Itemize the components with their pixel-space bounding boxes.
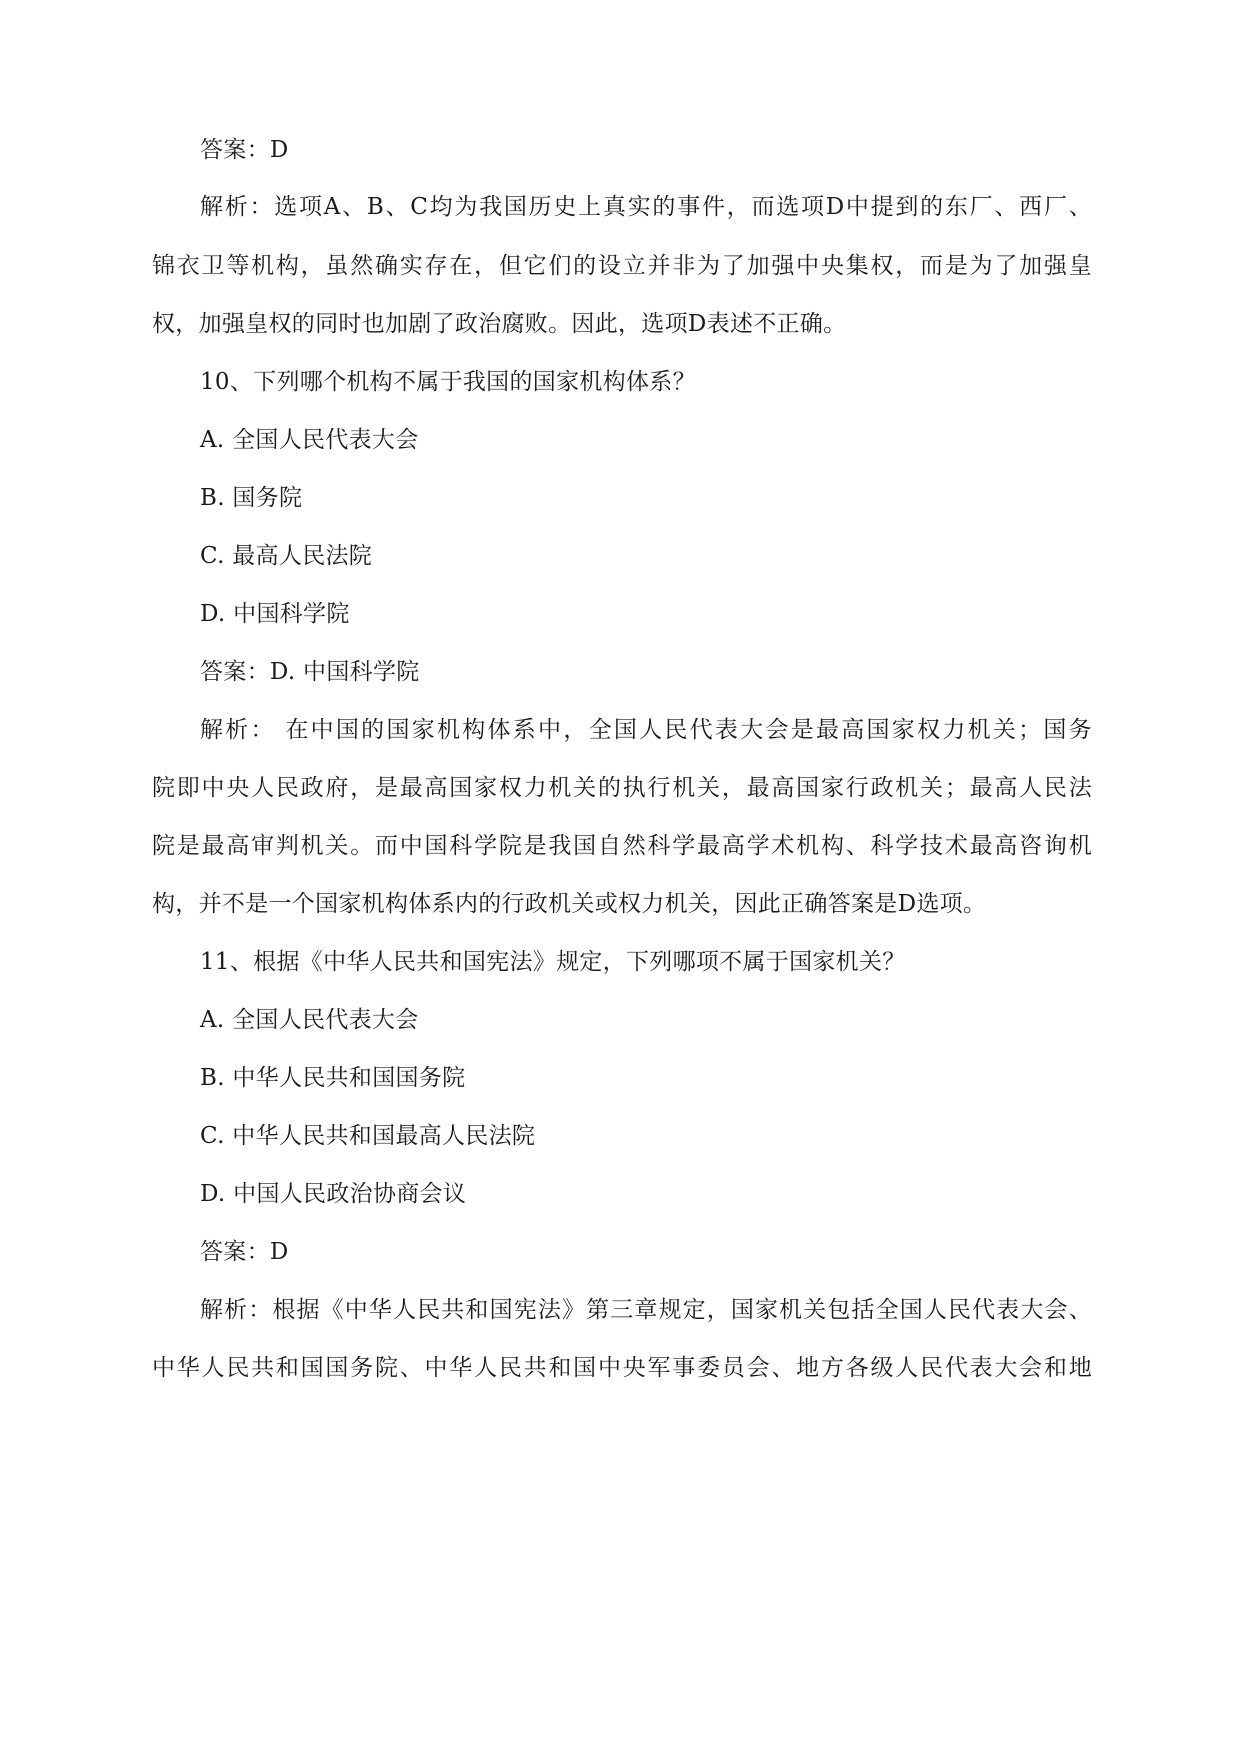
q11-question: 11、根据《中华人民共和国宪法》规定，下列哪项不属于国家机关？: [200, 949, 906, 975]
q10-option-c: C. 最高人民法院: [200, 543, 373, 569]
q11-analysis-line-1: 解析：根据《中华人民共和国宪法》第三章规定，国家机关包括全国人民代表大会、: [200, 1297, 1092, 1323]
q9-answer: 答案：D: [200, 137, 289, 163]
q11-option-d: D. 中国人民政治协商会议: [200, 1181, 467, 1207]
q11-option-b: B. 中华人民共和国国务院: [200, 1065, 466, 1091]
q9-analysis-line-1: 解析：选项A、B、C均为我国历史上真实的事件，而选项D中提到的东厂、西厂、: [200, 194, 1092, 220]
q11-analysis-line-2: 中华人民共和国国务院、中华人民共和国中央军事委员会、地方各级人民代表大会和地: [152, 1355, 1092, 1381]
q10-analysis-line-1: 解析： 在中国的国家机构体系中，全国人民代表大会是最高国家权力机关；国务: [200, 717, 1092, 743]
q10-answer: 答案：D. 中国科学院: [200, 659, 420, 685]
q10-option-b: B. 国务院: [200, 485, 303, 511]
q10-analysis-line-4: 构，并不是一个国家机构体系内的行政机关或权力机关，因此正确答案是D选项。: [152, 891, 987, 917]
q9-analysis-line-2: 锦衣卫等机构，虽然确实存在，但它们的设立并非为了加强中央集权，而是为了加强皇: [152, 253, 1092, 279]
q11-option-a: A. 全国人民代表大会: [200, 1007, 419, 1033]
q11-answer: 答案：D: [200, 1239, 289, 1265]
q10-analysis-line-2: 院即中央人民政府，是最高国家权力机关的执行机关，最高国家行政机关；最高人民法: [152, 775, 1092, 801]
q10-analysis-line-3: 院是最高审判机关。而中国科学院是我国自然科学最高学术机构、科学技术最高咨询机: [152, 833, 1092, 859]
q9-analysis-line-3: 权，加强皇权的同时也加剧了政治腐败。因此，选项D表述不正确。: [152, 311, 847, 337]
q11-option-c: C. 中华人民共和国最高人民法院: [200, 1123, 536, 1149]
q10-option-d: D. 中国科学院: [200, 601, 350, 627]
q10-option-a: A. 全国人民代表大会: [200, 427, 419, 453]
q10-question: 10、下列哪个机构不属于我国的国家机构体系？: [200, 369, 696, 395]
